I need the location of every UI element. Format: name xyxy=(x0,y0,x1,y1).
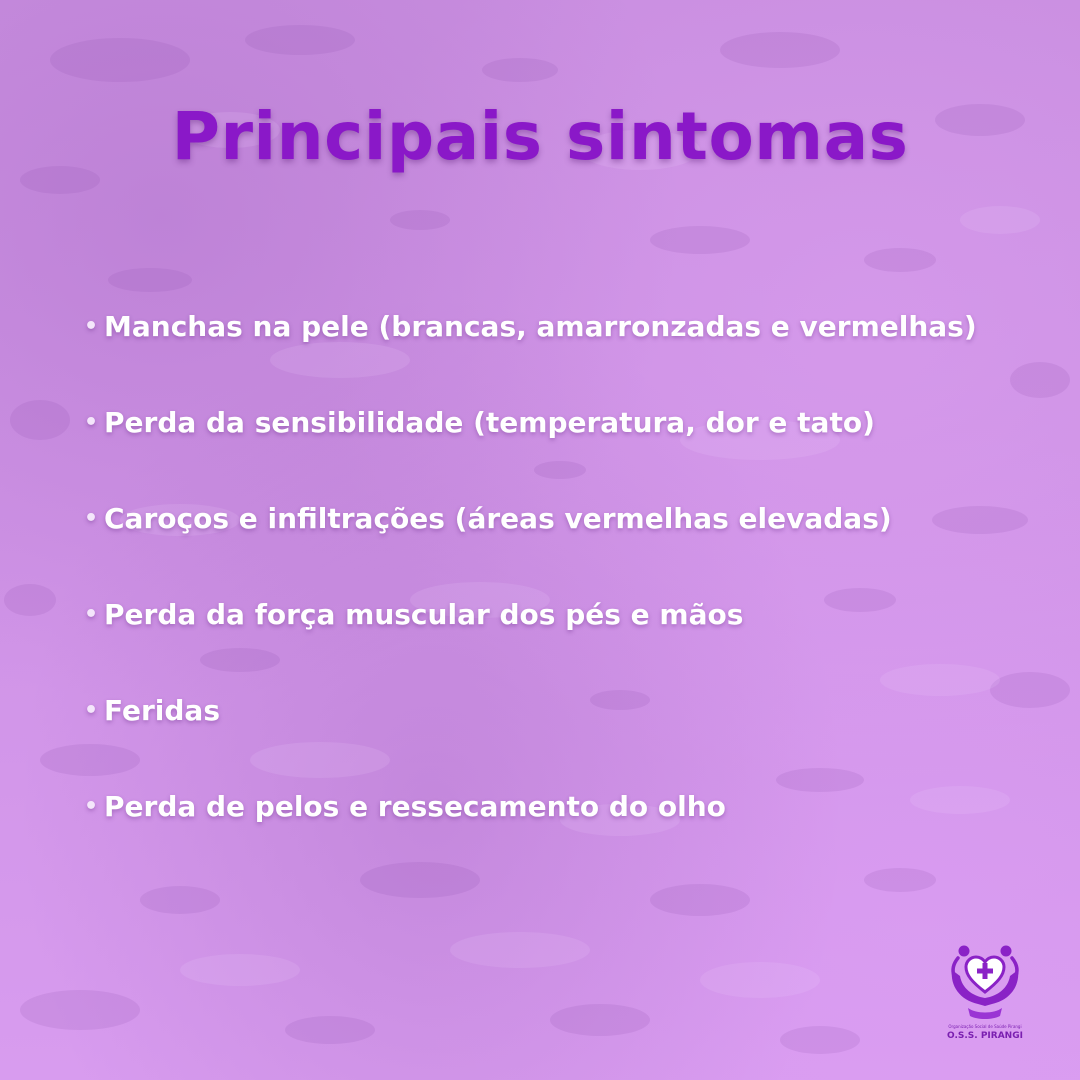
symptom-text: Perda da força muscular dos pés e mãos xyxy=(104,598,744,631)
oss-pirangi-logo xyxy=(938,940,1032,1058)
bullet-icon: • xyxy=(84,410,99,435)
list-item xyxy=(84,594,1064,690)
page-title: Principais sintomas xyxy=(171,98,909,175)
care-hands-heart-logo-icon xyxy=(938,940,1032,1024)
bullet-icon: • xyxy=(84,698,99,723)
list-item xyxy=(84,690,1064,786)
list-item xyxy=(84,786,1064,882)
list-item xyxy=(84,402,1064,498)
symptom-text: Perda da sensibilidade (temperatura, dor e tato) xyxy=(104,406,875,439)
symptom-text: Caroços e infiltrações (áreas vermelhas elevadas) xyxy=(104,502,892,535)
bullet-icon: • xyxy=(84,794,99,819)
bullet-icon: • xyxy=(84,314,99,339)
symptom-text: Manchas na pele (brancas, amarronzadas e vermelhas) xyxy=(104,310,977,343)
bullet-icon: • xyxy=(84,506,99,531)
logo-name: O.S.S. PIRANGI xyxy=(947,1031,1023,1041)
symptom-text: Perda de pelos e ressecamento do olho xyxy=(104,790,726,823)
logo-subtitle: Organização Social de Saúde Pirangi xyxy=(948,1024,1022,1029)
bullet-icon: • xyxy=(84,602,99,627)
list-item xyxy=(84,498,1064,594)
symptom-list xyxy=(84,306,1064,882)
list-item xyxy=(84,306,1064,402)
symptom-text: Feridas xyxy=(104,694,220,727)
